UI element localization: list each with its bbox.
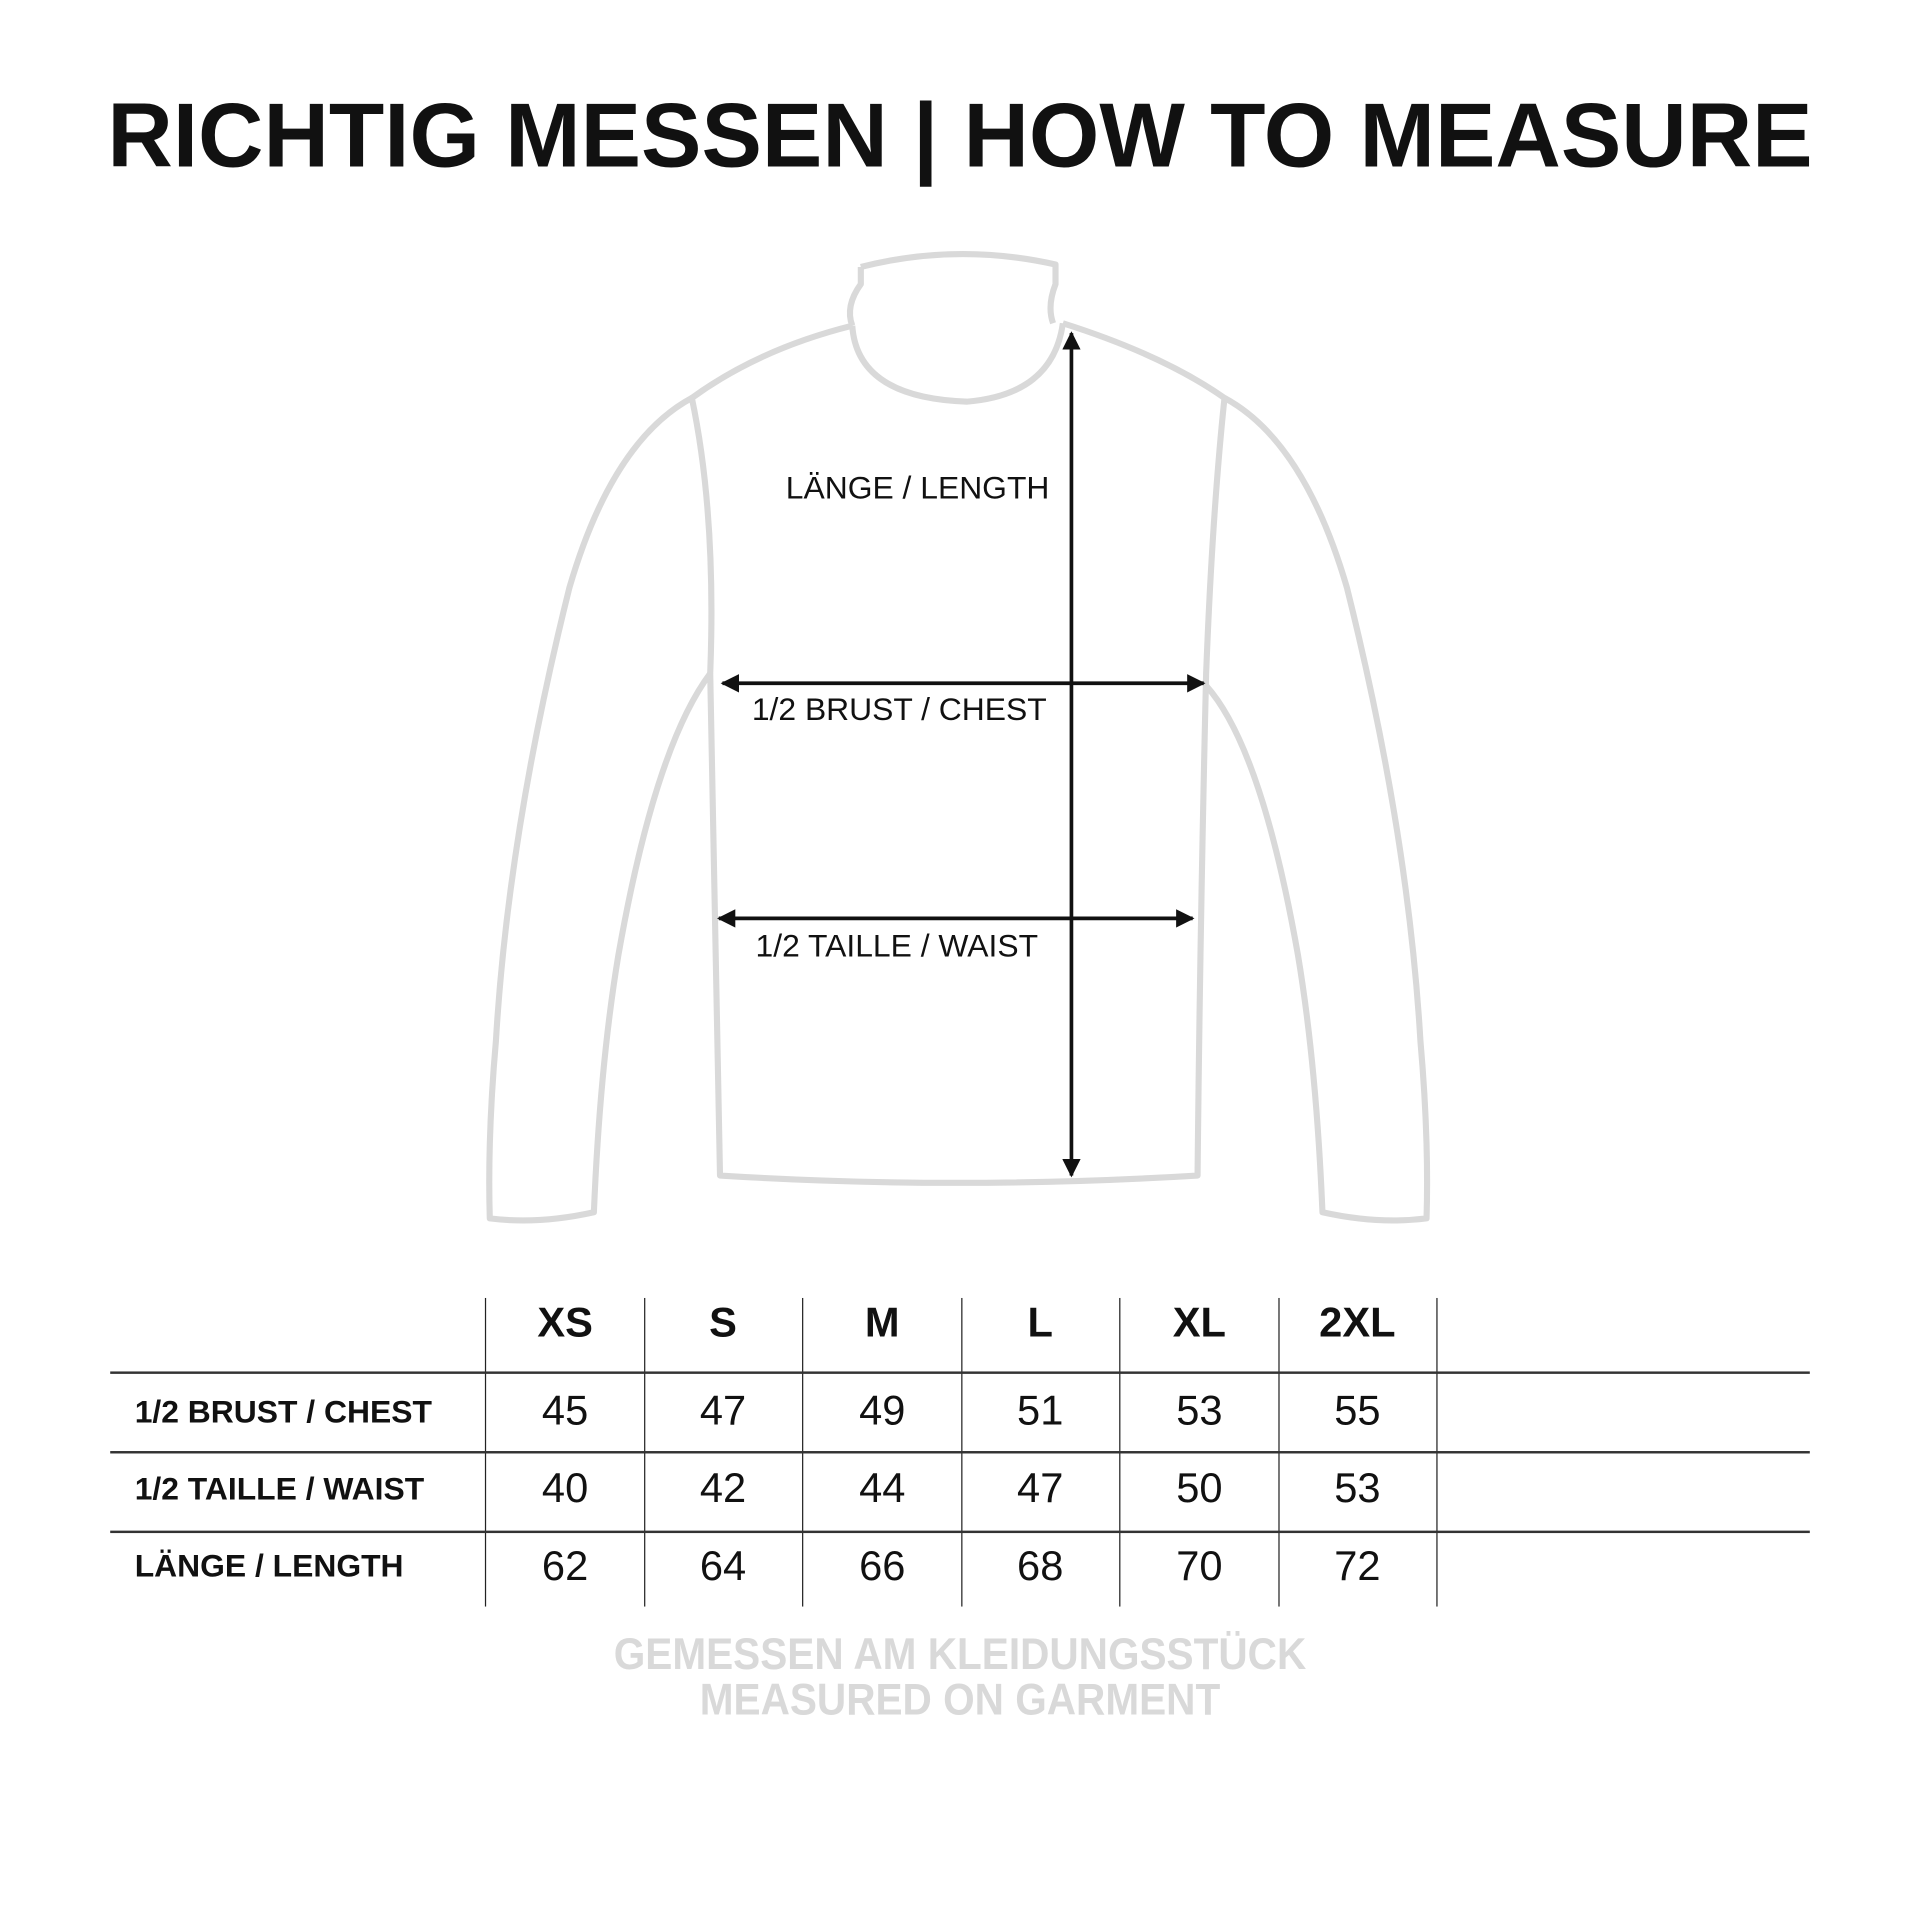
row-divider [110, 1531, 1810, 1533]
value-cell: 51 [1017, 1387, 1064, 1435]
value-cell: 42 [699, 1465, 747, 1512]
value-cell: 66 [859, 1543, 906, 1591]
value-cell: 47 [699, 1387, 747, 1435]
value-cell: 47 [1017, 1465, 1064, 1512]
value-cell: 49 [859, 1387, 906, 1435]
size-header: 2XL [1319, 1299, 1396, 1347]
footer-note-en: MEASURED ON GARMENT [699, 1673, 1221, 1725]
size-header: M [864, 1299, 900, 1347]
waist-label: 1/2 TAILLE / WAIST [755, 926, 1039, 964]
value-cell: 44 [859, 1465, 906, 1512]
row-label: LÄNGE / LENGTH [134, 1547, 404, 1584]
row-label: 1/2 BRUST / CHEST [134, 1392, 432, 1430]
chest-label: 1/2 BRUST / CHEST [751, 690, 1047, 728]
sweater-outline [489, 254, 1427, 1220]
page-title: RICHTIG MESSEN | HOW TO MEASURE [107, 84, 1813, 187]
value-cell: 53 [1176, 1387, 1223, 1435]
value-cell: 55 [1334, 1387, 1381, 1435]
row-label: 1/2 TAILLE / WAIST [134, 1470, 425, 1507]
value-cell: 62 [541, 1543, 589, 1591]
size-header: XS [537, 1299, 593, 1347]
value-cell: 53 [1334, 1465, 1381, 1512]
row-divider [110, 1451, 1810, 1453]
value-cell: 72 [1334, 1543, 1381, 1591]
value-cell: 64 [699, 1543, 747, 1591]
footer-note-de: GEMESSEN AM KLEIDUNGSSTÜCK [613, 1628, 1307, 1679]
value-cell: 68 [1017, 1543, 1064, 1591]
row-divider [110, 1371, 1810, 1373]
value-cell: 40 [541, 1465, 589, 1512]
size-header: S [709, 1299, 737, 1347]
value-cell: 50 [1176, 1465, 1223, 1512]
value-cell: 45 [541, 1387, 589, 1435]
size-header: XL [1172, 1299, 1226, 1347]
value-cell: 70 [1176, 1543, 1223, 1591]
size-header: L [1027, 1299, 1053, 1347]
length-label: LÄNGE / LENGTH [785, 468, 1050, 506]
